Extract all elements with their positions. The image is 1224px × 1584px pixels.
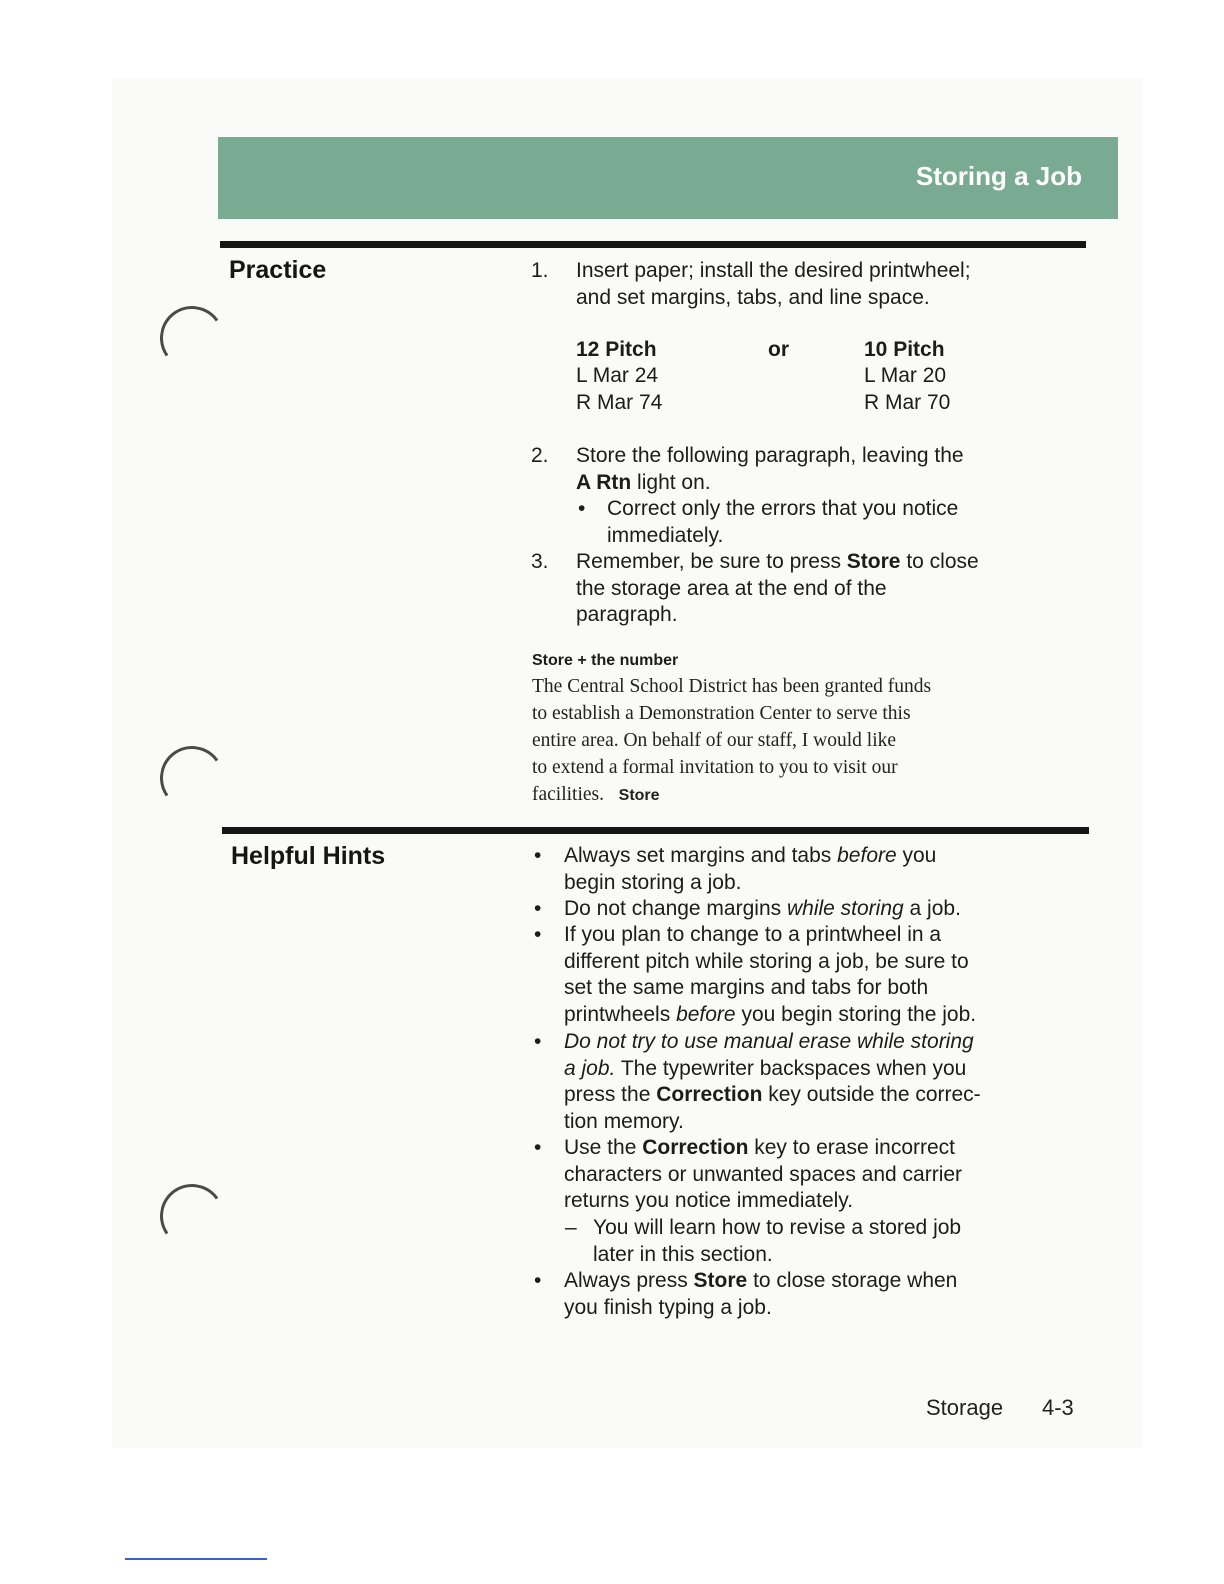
pitch-value: L Mar 24 [576,364,659,387]
text-span: Use the [564,1136,643,1159]
practice-heading: Practice [229,256,327,284]
text-span: you [896,844,937,867]
text-line: Insert paper; install the desired printwheel; [576,259,971,282]
text-span: Do not try to use manual erase while storing [564,1030,974,1053]
step-number: 2. [531,444,549,467]
key-name: A Rtn [576,470,632,494]
key-name: Store [846,550,901,573]
text-span: to close storage when [747,1269,958,1292]
pitch-value: L Mar 20 [864,364,947,387]
text-line: Store the following paragraph, leaving the [576,444,964,467]
sample-line [532,781,931,809]
text-line: immediately. [607,523,724,547]
hint-text [564,896,961,923]
text-line [564,896,961,923]
text-span: before [676,1002,736,1026]
store-label: Store [618,787,660,804]
dash-marker: – [565,1216,577,1239]
sample-line: to establish a Demonstration Center to serve this [532,703,911,724]
text-span: while storing [786,897,904,920]
key-name: Correction [642,1136,749,1159]
text-line: set the same margins and tabs for both [564,976,929,999]
text-span: a job. [903,897,961,920]
text-line [576,549,979,576]
text-span: to close [900,550,979,573]
step-number: 1. [531,259,549,282]
text-line [564,1002,976,1029]
text-line: begin storing a job. [564,870,742,894]
hint-text [564,1135,962,1215]
text-span: light on. [631,470,711,494]
text-span: Always press [564,1269,694,1292]
text-line [576,470,964,497]
scan-edge-line [125,1558,267,1560]
step-text [576,443,964,496]
text-span: Do not change margins [564,897,787,920]
sample-line: entire area. On behalf of our staff, I would like [532,730,897,751]
text-line: paragraph. [576,603,678,626]
text-line: Correct only the errors that you notice [607,497,959,520]
text-line: If you plan to change to a printwheel in a [564,923,942,946]
footer-page-number: 4-3 [1042,1395,1074,1420]
text-line: characters or unwanted spaces and carrier [564,1162,963,1186]
text-span: a job. [564,1056,616,1080]
bullet: • [534,1030,542,1053]
step-text [576,258,971,311]
text-line: tion memory. [564,1109,684,1133]
hint-text [564,843,936,896]
header-banner [218,137,1118,219]
text-span: you begin storing the job. [735,1002,977,1026]
text-span: The typewriter backspaces when you [615,1056,967,1080]
hint-text [564,1268,957,1321]
pitch-heading-12: 12 Pitch [576,338,657,361]
key-name: Store [693,1269,748,1292]
sample-label: Store + the number [532,652,679,669]
text-line: later in this section. [593,1242,773,1266]
text-line: You will learn how to revise a stored job [593,1216,962,1239]
step-number: 3. [531,550,549,573]
hint-text [564,922,976,1028]
text-span: key outside the correc- [762,1083,981,1106]
text-span: Remember, be sure to press [576,550,847,573]
sub-hint-text [593,1215,961,1268]
text-line [564,1268,957,1295]
hints-heading: Helpful Hints [231,842,386,870]
text-line [564,843,936,870]
text-line: you finish typing a job. [564,1295,772,1319]
hint-text [564,1029,981,1135]
text-line [564,1135,962,1162]
bullet: • [534,897,542,920]
sub-bullet-text [607,496,958,549]
pitch-value: R Mar 74 [576,391,663,414]
bullet: • [534,844,542,867]
text-span: facilities. [532,784,605,805]
pitch-value: R Mar 70 [864,391,951,414]
bullet: • [534,1269,542,1292]
sample-line: to extend a formal invitation to you to visit our [532,757,898,778]
text-line: different pitch while storing a job, be sure to [564,949,969,973]
bullet: • [578,497,586,520]
key-name: Correction [656,1083,763,1106]
text-span: Always set margins and tabs [564,844,838,867]
text-span: press the [564,1083,657,1106]
sample-paragraph [532,673,931,809]
page-title: Storing a Job [915,161,1082,191]
bullet: • [534,923,542,946]
text-line: returns you notice immediately. [564,1189,854,1212]
text-line [564,1082,981,1109]
bullet: • [534,1136,542,1159]
text-line [564,1056,981,1083]
pitch-heading-10: 10 Pitch [864,338,945,361]
sample-line: The Central School District has been granted funds [532,676,932,697]
text-line: and set margins, tabs, and line space. [576,285,930,309]
section-divider-practice [220,241,1086,248]
text-span: before [837,844,897,867]
section-divider-hints [222,827,1089,834]
text-span: key to erase incorrect [748,1136,955,1159]
text-span: printwheels [564,1002,677,1026]
step-text [576,549,979,629]
text-line [564,1029,981,1056]
pitch-or: or [768,338,789,361]
footer-section-name: Storage [926,1395,1004,1420]
text-line: the storage area at the end of the [576,576,887,600]
